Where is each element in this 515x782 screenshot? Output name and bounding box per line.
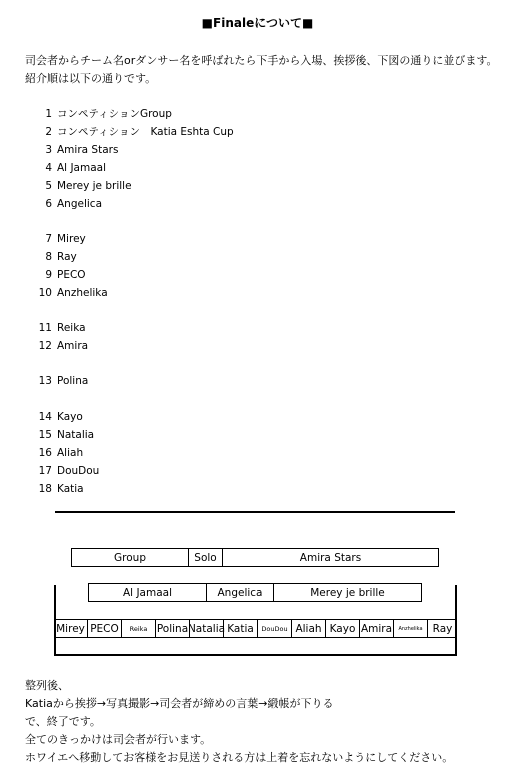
item-name: Mirey [57, 233, 86, 245]
item-name: Aliah [57, 447, 84, 459]
formation-cell: Ray [432, 622, 453, 635]
item-number: 15 [38, 429, 52, 441]
item-number: 11 [38, 322, 52, 334]
closing-text [25, 677, 453, 767]
formation-cell: Solo [189, 549, 223, 566]
formation-middle-row [88, 583, 422, 602]
item-number: 6 [45, 198, 52, 210]
list-item [36, 444, 83, 462]
item-name: Katia [57, 483, 84, 495]
item-number: 14 [38, 411, 52, 423]
list-item [36, 195, 102, 213]
item-number: 13 [38, 375, 52, 387]
formation-cell: Mirey [54, 620, 88, 637]
list-item [36, 372, 88, 390]
closing-line: 整列後、 [25, 679, 69, 692]
intro-text [25, 52, 497, 88]
item-number: 10 [38, 287, 52, 299]
formation-back-row [71, 548, 439, 567]
closing-line: Katiaから挨拶→写真撮影→司会者が締めの言葉→緞帳が下りる [25, 697, 334, 710]
formation-cell: Anzhelika [394, 620, 428, 637]
item-name: PECO [57, 269, 86, 281]
formation-cell: Katia [224, 620, 258, 637]
formation-cell: Merey je brille [310, 586, 385, 599]
item-number: 18 [38, 483, 52, 495]
formation-cell: Amira Stars [299, 551, 362, 564]
item-number: 9 [45, 269, 52, 281]
item-name: Amira Stars [57, 144, 119, 156]
list-item [36, 480, 84, 498]
item-name: Kayo [57, 411, 83, 423]
formation-cell: Polina [156, 620, 190, 637]
formation-cell: Al Jamaal [89, 584, 207, 601]
intro-line: 司会者からチーム名orダンサー名を呼ばれたら下手から入場、挨拶後、下図の通りに並びます。 [25, 54, 498, 67]
item-number: 8 [45, 251, 52, 263]
item-name: Ray [57, 251, 77, 263]
formation-cell: Natalia [190, 620, 224, 637]
list-item [36, 230, 86, 248]
formation-front-row [54, 619, 457, 638]
item-name: Angelica [57, 198, 103, 210]
item-number: 4 [45, 162, 52, 174]
item-number: 17 [38, 465, 52, 477]
item-number: 7 [45, 233, 52, 245]
list-item [36, 105, 172, 123]
formation-cell: DouDou [258, 620, 292, 637]
list-item [36, 248, 77, 266]
item-name: Reika [57, 322, 86, 334]
list-item [36, 123, 234, 141]
formation-cell: Group [72, 549, 189, 566]
item-name: Anzhelika [57, 287, 108, 299]
list-item [36, 408, 83, 426]
formation-cell: PECO [88, 620, 122, 637]
list-item [36, 266, 86, 284]
formation-cell: Angelica [207, 584, 274, 601]
item-name: Amira [57, 340, 89, 352]
list-item [36, 177, 132, 195]
item-number: 1 [45, 108, 52, 120]
list-item [36, 284, 108, 302]
list-item [36, 319, 86, 337]
list-item [36, 337, 88, 355]
page-title: ■Finaleについて■ [201, 16, 314, 30]
formation-cell: Kayo [326, 620, 360, 637]
list-item [36, 141, 118, 159]
closing-line: 全てのきっかけは司会者が行います。 [25, 733, 212, 746]
formation-cell: Aliah [292, 620, 326, 637]
divider [55, 511, 455, 513]
item-name: Merey je brille [57, 180, 132, 192]
item-name: コンペティションGroup [57, 108, 172, 120]
item-number: 2 [45, 126, 52, 138]
formation-cell: Reika [122, 620, 156, 637]
item-name: Polina [57, 375, 89, 387]
list-item [36, 159, 106, 177]
item-name: DouDou [57, 465, 100, 477]
closing-line: ホワイエへ移動してお客様をお見送りされる方は上着を忘れないようにしてください。 [25, 751, 454, 764]
item-number: 12 [38, 340, 52, 352]
item-name: コンペティション Katia Eshta Cup [57, 126, 234, 138]
item-number: 16 [38, 447, 52, 459]
item-number: 5 [45, 180, 52, 192]
item-name: Natalia [57, 429, 95, 441]
item-name: Al Jamaal [57, 162, 106, 174]
list-item [36, 462, 99, 480]
formation-cell: Amira [360, 620, 394, 637]
item-number: 3 [45, 144, 52, 156]
closing-line: で、終了です。 [25, 715, 101, 728]
intro-line: 紹介順は以下の通りです。 [25, 72, 157, 85]
list-item [36, 426, 94, 444]
